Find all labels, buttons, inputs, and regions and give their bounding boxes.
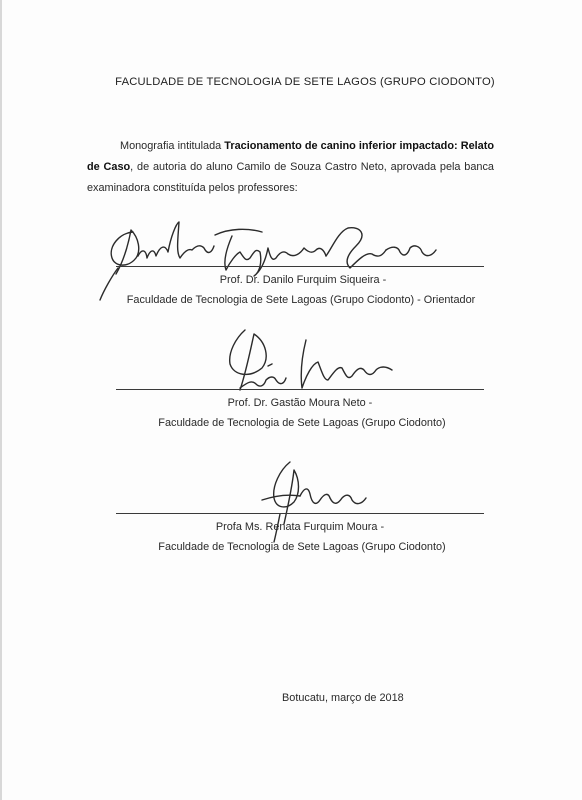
institution-title: FACULDADE DE TECNOLOGIA DE SETE LAGOS (GRUPO CIODONTO) — [115, 76, 495, 88]
signature-line-3 — [116, 513, 484, 514]
paragraph-rest: , de autoria do aluno Camilo de Souza Castro Neto, aprovada pela banca examinadora constituída pelos professores: — [87, 161, 494, 194]
signatory-institution-1: Faculdade de Tecnologia de Sete Lagoas (Grupo Ciodonto) - Orientador — [126, 294, 476, 306]
work-title: Tracionamento de canino inferior impactado: Relato de Caso — [87, 140, 494, 173]
signatory-institution-2: Faculdade de Tecnologia de Sete Lagoas (Grupo Ciodonto) — [158, 417, 446, 429]
signatory-name-1: Prof. Dr. Danilo Furquim Siqueira - — [219, 274, 387, 286]
signatory-name-3: Profa Ms. Renata Furquim Moura - — [215, 521, 385, 533]
place-date: Botucatu, março de 2018 — [282, 692, 404, 704]
signatory-institution-3: Faculdade de Tecnologia de Sete Lagoas (Grupo Ciodonto) — [158, 541, 446, 553]
signatory-name-2: Prof. Dr. Gastão Moura Neto - — [227, 397, 373, 409]
paragraph-lead: Monografia intitulada — [120, 140, 225, 152]
